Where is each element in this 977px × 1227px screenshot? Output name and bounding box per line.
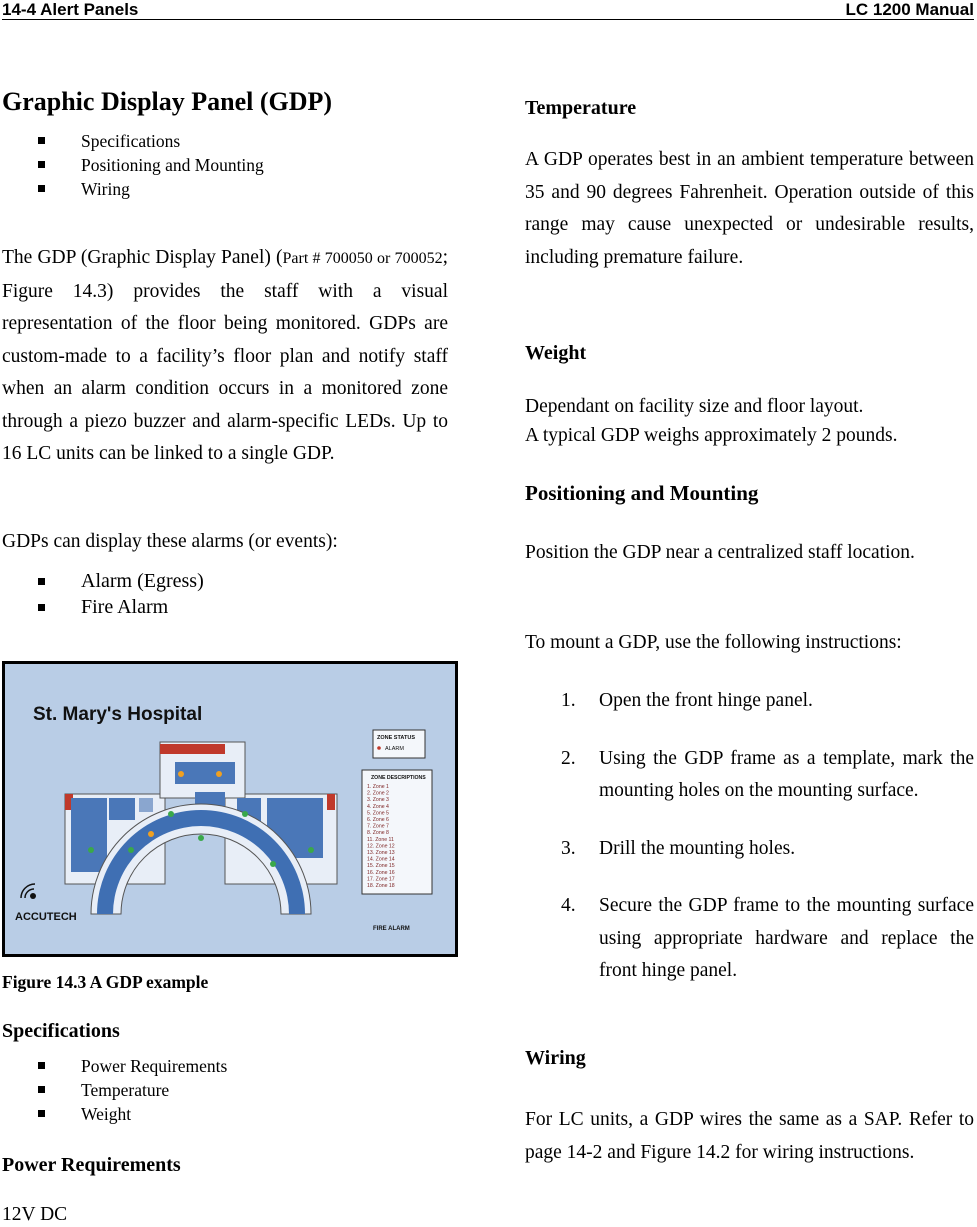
step-text: Drill the mounting holes. — [599, 837, 796, 859]
alarms-intro: GDPs can display these alarms (or events): — [2, 531, 338, 552]
alarm-list — [0, 568, 450, 620]
wiring-heading: Wiring — [525, 1047, 586, 1069]
alarm-zone-right — [327, 794, 335, 810]
spec-list — [0, 1054, 450, 1126]
alarm-item: Fire Alarm — [0, 594, 450, 620]
intro-text-a: The GDP (Graphic Display Panel) ( — [2, 247, 283, 268]
gdp-panel-image — [5, 664, 455, 954]
wiring-text: For LC units, a GDP wires the same as a SAP. Refer to page 14-2 and Figure 14.2 for wiring instructions. — [525, 1109, 974, 1163]
weight-text — [525, 392, 897, 450]
step-text: Using the GDP frame as a template, mark the mounting holes on the mounting surface. — [599, 747, 974, 801]
step-number: 3. — [561, 837, 576, 859]
spec-item: Temperature — [0, 1078, 450, 1102]
step-number: 2. — [561, 747, 576, 769]
zone-description-item: 17. Zone 17 — [367, 876, 395, 883]
alarm-led — [377, 746, 381, 750]
topic-item: Positioning and Mounting — [0, 153, 450, 177]
zone-description-item: 2. Zone 2 — [367, 790, 389, 797]
temperature-text: A GDP operates best in an ambient temperature between 35 and 90 degrees Fahrenheit. Operation outside of this range may cause unexpected or undesirable results, including premature failure. — [525, 149, 974, 268]
zone-status-title: ZONE STATUS — [377, 735, 415, 741]
mount-steps — [525, 685, 974, 988]
zone-description-item: 14. Zone 14 — [367, 856, 395, 863]
topic-item: Wiring — [0, 177, 450, 201]
zone-description-item: 5. Zone 5 — [367, 810, 389, 817]
zone-description-item: 11. Zone 11 — [367, 836, 394, 843]
spec-item: Power Requirements — [0, 1054, 450, 1078]
page-header — [2, 0, 974, 20]
zone-description-item: 15. Zone 15 — [367, 863, 395, 870]
zone-description-item: 6. Zone 6 — [367, 817, 389, 823]
zone-description-item: 3. Zone 3 — [367, 797, 389, 804]
zone-description-item: 18. Zone 18 — [367, 883, 395, 889]
part-number: Part # 700050 or 700052 — [282, 250, 443, 267]
temperature-heading: Temperature — [525, 97, 637, 119]
step-item — [525, 833, 974, 866]
header-section-title: 14-4 Alert Panels — [2, 0, 139, 19]
step-text: Open the front hinge panel. — [599, 690, 813, 711]
intro-text-b: ; Figure 14.3) provides the staff with a visual representation of the floor being monitored. GDPs are custom-made to a facility’s floor plan and notify staff when an alarm condition occurs in a monitored zone through a piezo buzzer and alarm-specific LEDs. Up to 16 LC units can be linked to a single GDP. — [2, 247, 448, 464]
figure-caption: Figure 14.3 A GDP example — [2, 972, 209, 992]
zone-descriptions-title: ZONE DESCRIPTIONS — [371, 775, 426, 781]
step-number: 1. — [561, 690, 576, 711]
zone-description-item: 1. Zone 1 — [367, 784, 389, 790]
header-manual-title: LC 1200 Manual — [845, 0, 974, 19]
zone-description-item: 13. Zone 13 — [367, 850, 395, 856]
topic-item: Specifications — [0, 129, 450, 153]
gdp-figure — [2, 661, 458, 957]
step-number: 4. — [561, 895, 576, 916]
zone-status-item: ALARM — [385, 746, 404, 752]
logo-text: ACCUTECH — [15, 911, 77, 923]
positioning-text: Position the GDP near a centralized staff location. — [525, 542, 915, 563]
step-item — [525, 890, 974, 988]
weight-line-2: A typical GDP weighs approximately 2 pounds. — [525, 425, 898, 446]
step-item — [525, 743, 974, 808]
zone-description-item: 7. Zone 7 — [367, 823, 389, 830]
step-item — [525, 685, 974, 718]
step-text: Secure the GDP frame to the mounting surface using appropriate hardware and replace the front hinge panel. — [599, 895, 974, 981]
zone-description-item: 12. Zone 12 — [367, 843, 395, 850]
intro-paragraph — [2, 242, 448, 471]
alarm-item: Alarm (Egress) — [0, 568, 450, 594]
hospital-name: St. Mary's Hospital — [33, 704, 203, 725]
specifications-heading: Specifications — [2, 1020, 120, 1042]
spec-item: Weight — [0, 1102, 450, 1126]
fire-alarm-label: FIRE ALARM — [373, 926, 410, 932]
power-value: 12V DC — [2, 1204, 68, 1225]
weight-line-1: Dependant on facility size and floor layout. — [525, 396, 864, 417]
power-heading: Power Requirements — [2, 1154, 181, 1176]
zone-description-item: 4. Zone 4 — [367, 803, 389, 810]
topic-list — [0, 129, 450, 201]
zone-description-item: 8. Zone 8 — [367, 830, 389, 837]
positioning-heading: Positioning and Mounting — [525, 481, 759, 505]
zone-description-item: 16. Zone 16 — [367, 869, 395, 876]
weight-heading: Weight — [525, 342, 587, 364]
mount-intro: To mount a GDP, use the following instructions: — [525, 632, 902, 653]
page-title: Graphic Display Panel (GDP) — [2, 87, 333, 116]
alarm-zone-top — [160, 744, 225, 754]
